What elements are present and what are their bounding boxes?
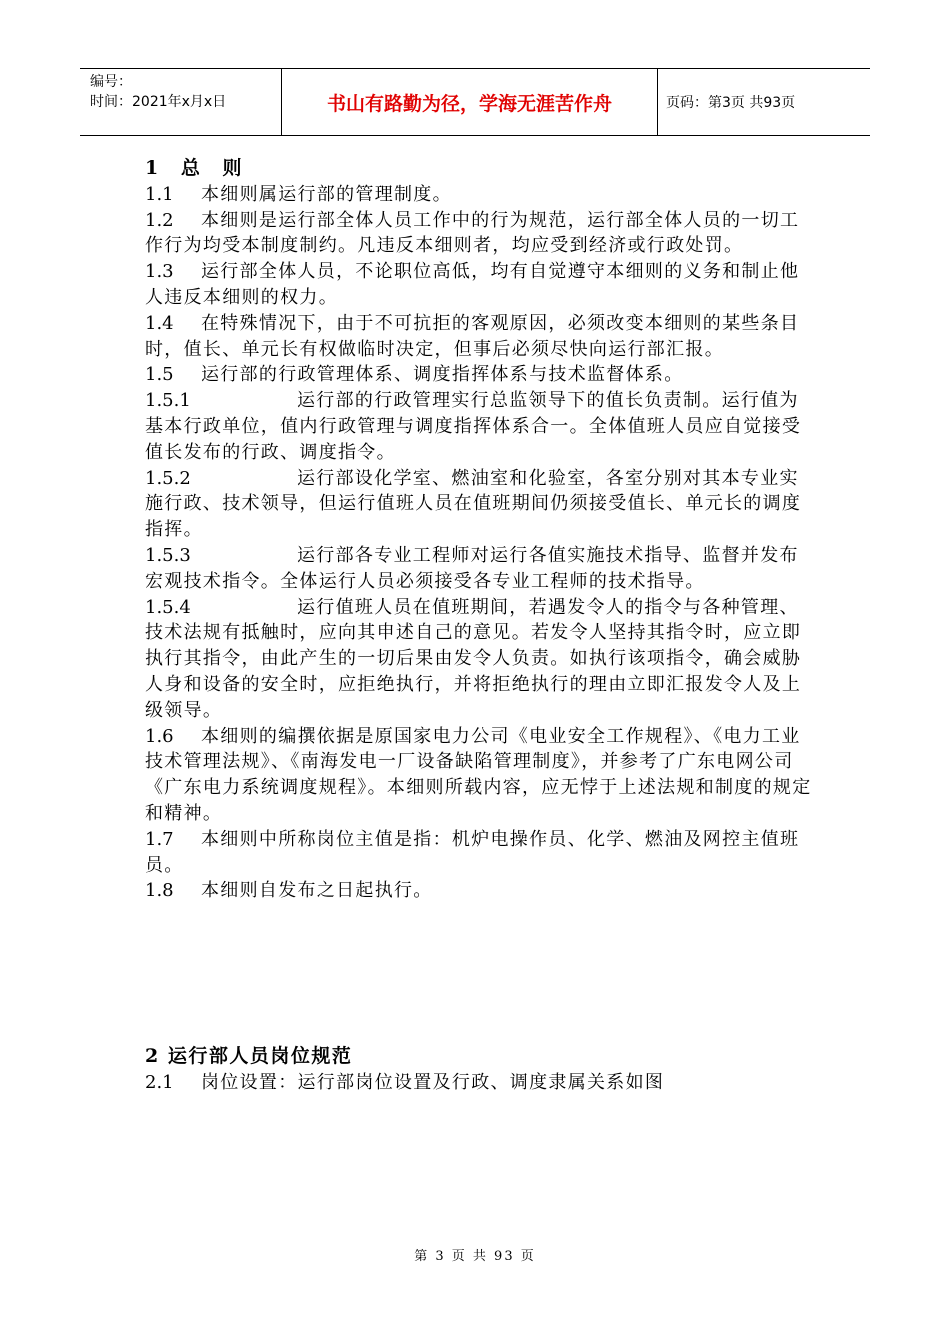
paragraph-1-8 (145, 878, 813, 904)
paragraph-1-4 (145, 311, 813, 363)
paragraph-1-6 (145, 724, 813, 827)
header-time-label: 时间：2021年x月x日 (90, 94, 227, 110)
paragraph-text: 运行部的行政管理体系、调度指挥体系与技术监督体系。 (201, 364, 684, 386)
paragraph-number: 1.2 (145, 209, 174, 231)
paragraph-number: 1.4 (145, 312, 174, 334)
paragraph-1-2 (145, 208, 813, 260)
page-header (80, 68, 870, 136)
header-motto: 书山有路勤为径，学海无涯苦作舟 (282, 69, 658, 135)
paragraph-number: 1.7 (145, 828, 174, 850)
paragraph-number: 1.5.1 (145, 390, 191, 412)
paragraph-number: 1.5.3 (145, 544, 191, 566)
paragraph-text: 本细则中所称岗位主值是指：机炉电操作员、化学、燃油及网控主值班员。 (145, 828, 800, 876)
paragraph-1-5 (145, 362, 813, 388)
document-body (145, 156, 813, 1096)
paragraph-number: 1.5.4 (145, 596, 191, 618)
paragraph-text: 本细则是运行部全体人员工作中的行为规范，运行部全体人员的一切工作行为均受本制度制约。凡违反本细则者，均应受到经济或行政处罚。 (145, 209, 800, 257)
paragraph-text: 在特殊情况下，由于不可抗拒的客观原因，必须改变本细则的某些条目时，值长、单元长有权做临时决定，但事后必须尽快向运行部汇报。 (145, 312, 800, 360)
paragraph-text: 本细则的编撰依据是原国家电力公司《电业安全工作规程》、《电力工业技术管理法规》、《南海发电一厂设备缺陷管理制度》，并参考了广东电网公司《广东电力系统调度规程》。本细则所载内容，应无悖于上述法规和制度的规定和精神。 (145, 725, 812, 824)
paragraph-text: 运行部各专业工程师对运行各值实施技术指导、监督并发布宏观技术指令。全体运行人员必须接受各专业工程师的技术指导。 (145, 544, 799, 592)
paragraph-1-5-4 (145, 595, 813, 724)
paragraph-number: 1.8 (145, 880, 174, 902)
paragraph-text: 运行部设化学室、燃油室和化验室，各室分别对其本专业实施行政、技术领导，但运行值班人员在值班期间仍须接受值长、单元长的调度指挥。 (145, 467, 802, 541)
paragraph-number: 2.1 (145, 1071, 174, 1093)
paragraph-2-1 (145, 1070, 813, 1096)
paragraph-1-7 (145, 827, 813, 879)
paragraph-1-5-3 (145, 543, 813, 595)
paragraph-1-1 (145, 182, 813, 208)
header-page-info: 页码：第3页 共93页 (666, 95, 796, 111)
paragraph-text: 运行部全体人员，不论职位高低，均有自觉遵守本细则的义务和制止他人违反本细则的权力。 (145, 261, 800, 308)
paragraph-text: 运行值班人员在值班期间，若遇发令人的指令与各种管理、技术法规有抵触时，应向其申述自己的意见。若发令人坚持其指令时，应立即执行其指令，由此产生的一切后果由发令人负责。如执行该项指令，确会威胁人身和设备的安全时，应拒绝执行，并将拒绝执行的理由立即汇报发令人及上级领导。 (145, 596, 802, 721)
paragraph-1-5-1 (145, 388, 813, 465)
paragraph-number: 1.3 (145, 261, 174, 283)
header-meta (80, 69, 282, 135)
paragraph-number: 1.1 (145, 183, 174, 205)
paragraph-1-3 (145, 259, 813, 311)
paragraph-text: 运行部的行政管理实行总监领导下的值长负责制。运行值为基本行政单位，值内行政管理与调度指挥体系合一。全体值班人员应自觉接受值长发布的行政、调度指令。 (145, 390, 802, 463)
header-code-label: 编号： (90, 74, 132, 90)
section-1-title: 1 总 则 (145, 157, 250, 179)
paragraph-text: 本细则自发布之日起执行。 (201, 880, 433, 902)
paragraph-text: 岗位设置：运行部岗位设置及行政、调度隶属关系如图 (201, 1071, 665, 1093)
paragraph-1-5-2 (145, 466, 813, 543)
page-footer: 第 3 页 共 93 页 (414, 1249, 536, 1264)
paragraph-number: 1.6 (145, 725, 174, 747)
section-2-title: 2 运行部人员岗位规范 (145, 1045, 353, 1068)
paragraph-number: 1.5.2 (145, 467, 191, 489)
paragraph-number: 1.5 (145, 364, 174, 386)
paragraph-text: 本细则属运行部的管理制度。 (201, 183, 452, 205)
